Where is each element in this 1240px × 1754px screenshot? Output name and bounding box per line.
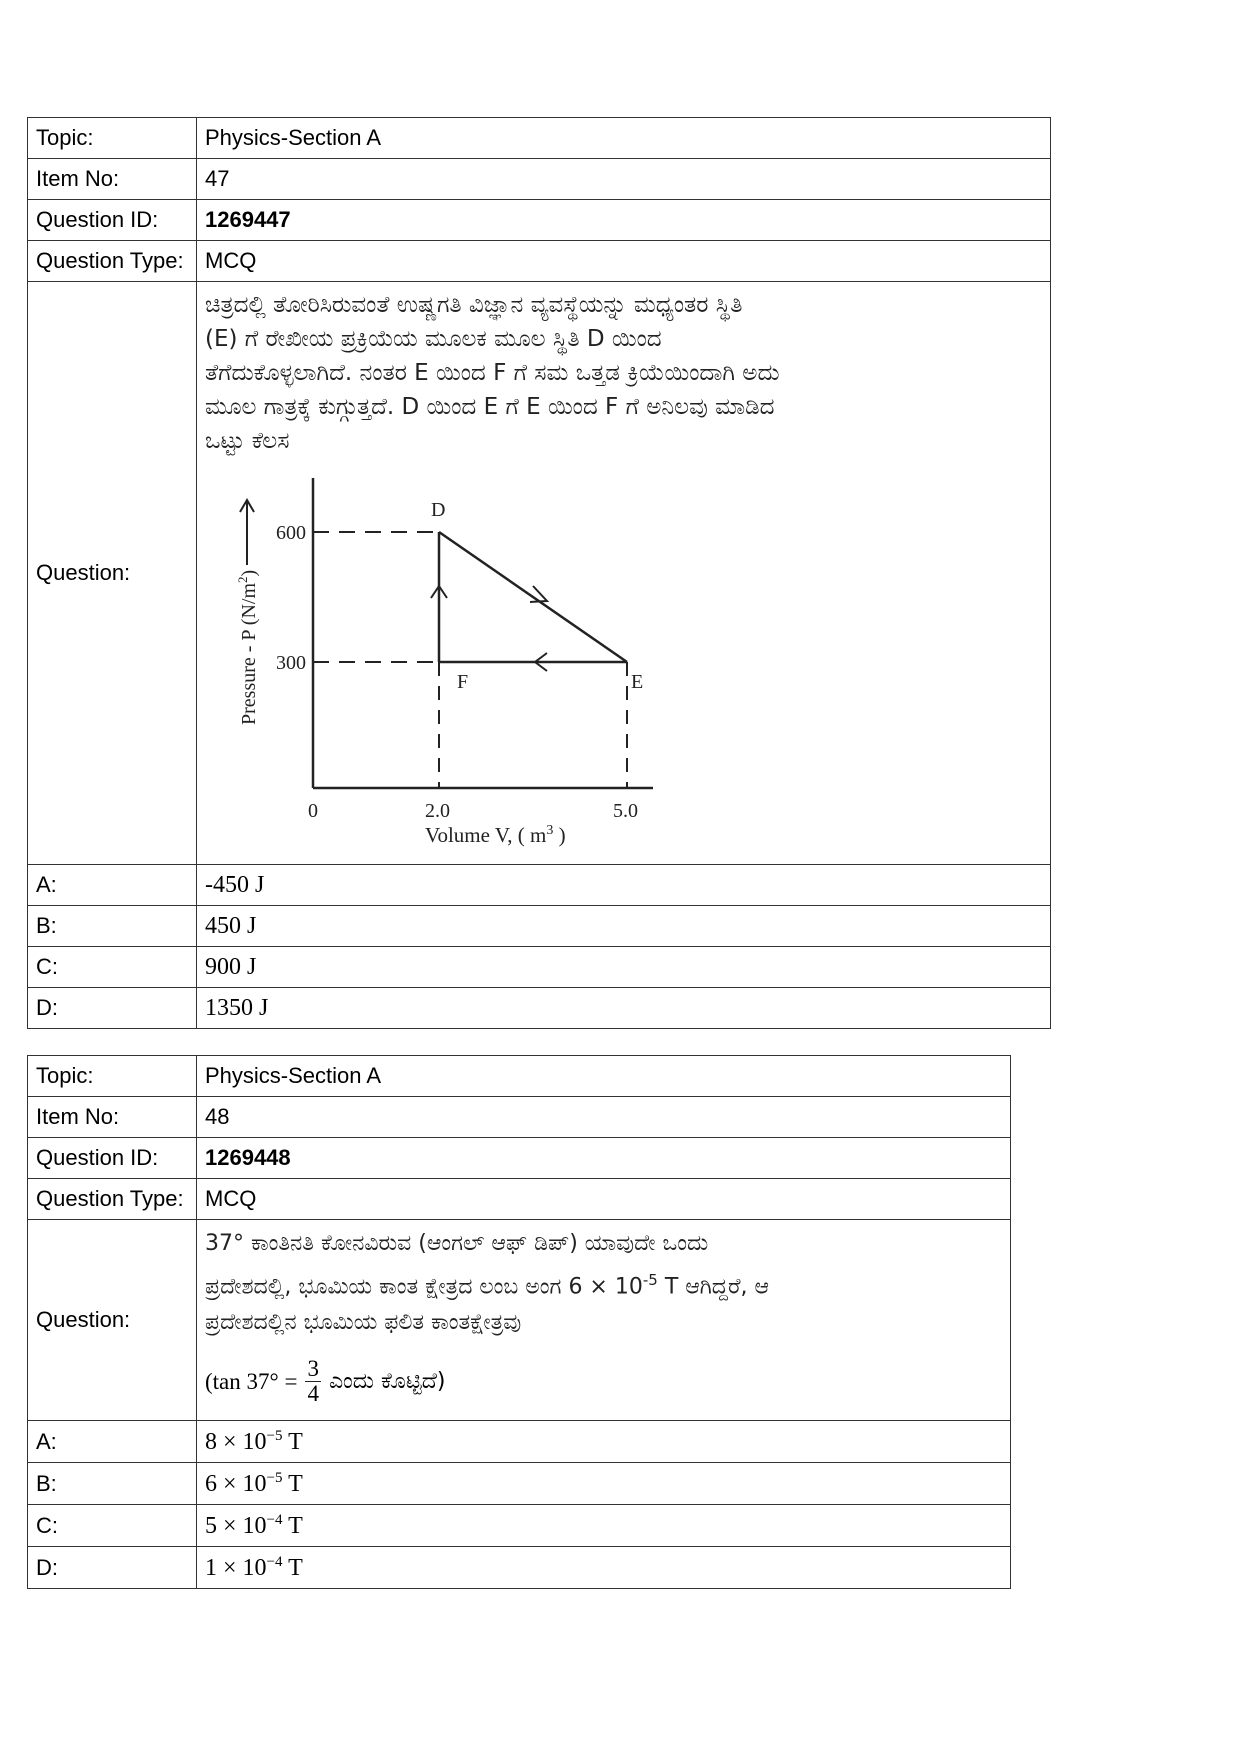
- question-line: (E) ಗೆ ರೇಖೀಯ ಪ್ರಕ್ರಿಯೆಯ ಮೂಲಕ ಮೂಲ ಸ್ಥಿತಿ D ಯಿಂದ: [205, 326, 662, 352]
- question-id-row: [28, 1138, 1011, 1179]
- item-no-row: [28, 159, 1051, 200]
- question-type-row: [28, 241, 1051, 282]
- question-line: ಒಟ್ಟು ಕೆಲಸ: [205, 428, 290, 454]
- item-no-value: 47: [197, 159, 1051, 200]
- question-id-label: Question ID:: [28, 1138, 197, 1179]
- option-unit: T: [282, 1554, 303, 1581]
- option-base: 1 × 10: [205, 1554, 267, 1581]
- option-d-value: [197, 1547, 1011, 1589]
- option-d-row: [28, 1547, 1011, 1589]
- item-no-label: Item No:: [28, 1097, 197, 1138]
- topic-value: Physics-Section A: [197, 118, 1051, 159]
- question-text: [205, 288, 1042, 458]
- item-no-value: 48: [197, 1097, 1011, 1138]
- topic-row: [28, 1056, 1011, 1097]
- question-type-value: MCQ: [197, 1179, 1011, 1220]
- option-exponent: −4: [266, 1511, 283, 1528]
- question-line: ಚಿತ್ರದಲ್ಲಿ ತೋರಿಸಿರುವಂತೆ ಉಷ್ಣಗತಿ ವಿಜ್ಞಾನ ವ್ಯವಸ್ಥೆಯನ್ನು ಮಧ್ಯಂತರ ಸ್ಥಿತಿ: [205, 292, 743, 318]
- topic-label: Topic:: [28, 1056, 197, 1097]
- question-line: 37° ಕಾಂತಿನತಿ ಕೋನವಿರುವ (ಆಂಗಲ್ ಆಫ್ ಡಿಪ್) ಯಾವುದೇ ಒಂದು: [205, 1231, 709, 1256]
- topic-row: [28, 118, 1051, 159]
- option-b-value: 450 J: [197, 906, 1051, 947]
- question-line: [205, 1262, 1002, 1305]
- option-b-label: B:: [28, 1463, 197, 1505]
- x-axis-label-sup: 3: [546, 823, 554, 838]
- option-b-row: [28, 1463, 1011, 1505]
- option-base: 5 × 10: [205, 1512, 267, 1539]
- option-exponent: −4: [266, 1553, 283, 1570]
- x-axis-label: [425, 823, 566, 847]
- option-d-row: [28, 988, 1051, 1029]
- question-47-table: [27, 117, 1051, 1029]
- question-body: [197, 1220, 1011, 1421]
- option-unit: T: [282, 1428, 303, 1455]
- option-a-label: A:: [28, 865, 197, 906]
- topic-label: Topic:: [28, 118, 197, 159]
- option-a-label: A:: [28, 1421, 197, 1463]
- question-line-text: ಪ್ರದೇಶದಲ್ಲಿ, ಭೂಮಿಯ ಕಾಂತ ಕ್ಷೇತ್ರದ ಲಂಬ ಅಂಗ 6 × 10: [205, 1274, 643, 1300]
- option-exponent: −5: [266, 1427, 283, 1444]
- x-tick-origin: 0: [308, 800, 318, 822]
- item-no-row: [28, 1097, 1011, 1138]
- fraction-numerator: 3: [307, 1356, 319, 1382]
- option-base: 6 × 10: [205, 1470, 267, 1497]
- question-row: [28, 1220, 1011, 1421]
- question-text: [205, 1226, 1002, 1341]
- given-prefix: (tan 37° =: [205, 1368, 298, 1394]
- option-d-label: D:: [28, 1547, 197, 1589]
- question-48-table: [27, 1055, 1011, 1589]
- y-axis-label-sup: 2: [235, 576, 250, 583]
- question-type-row: [28, 1179, 1011, 1220]
- question-body: [197, 282, 1051, 865]
- question-line: ಪ್ರದೇಶದಲ್ಲಿನ ಭೂಮಿಯ ಫಲಿತ ಕಾಂತಕ್ಷೇತ್ರವು: [205, 1310, 522, 1336]
- y-tick-600: 600: [276, 522, 306, 544]
- topic-value: Physics-Section A: [197, 1056, 1011, 1097]
- question-row: [28, 282, 1051, 865]
- y-axis-label-end: ): [238, 569, 260, 577]
- option-unit: T: [282, 1512, 303, 1539]
- option-c-row: [28, 1505, 1011, 1547]
- option-c-label: C:: [28, 1505, 197, 1547]
- fraction-denominator: 4: [307, 1381, 319, 1407]
- y-tick-300: 300: [276, 652, 306, 674]
- x-tick-2: 2.0: [425, 800, 450, 822]
- option-b-value: [197, 1463, 1011, 1505]
- option-c-value: 900 J: [197, 947, 1051, 988]
- question-line: ತೆಗೆದುಕೊಳ್ಳಲಾಗಿದೆ. ನಂತರ E ಯಿಂದ F ಗೆ ಸಮ ಒತ್ತಡ ಕ್ರಿಯೆಯಿಂದಾಗಿ ಅದು: [205, 360, 780, 386]
- option-d-label: D:: [28, 988, 197, 1029]
- question-id-row: [28, 200, 1051, 241]
- option-a-value: -450 J: [197, 865, 1051, 906]
- option-c-row: [28, 947, 1051, 988]
- x-tick-5: 5.0: [613, 800, 638, 822]
- point-f-label: F: [457, 671, 469, 693]
- given-suffix: ಎಂದು ಕೊಟ್ಟಿದೆ): [328, 1369, 446, 1395]
- process-d-to-e: [439, 532, 627, 662]
- option-base: 8 × 10: [205, 1428, 267, 1455]
- question-id-label: Question ID:: [28, 200, 197, 241]
- question-exponent: -5: [642, 1271, 658, 1289]
- option-c-label: C:: [28, 947, 197, 988]
- question-type-label: Question Type:: [28, 241, 197, 282]
- question-label: Question:: [28, 282, 197, 865]
- question-line: ಮೂಲ ಗಾತ್ರಕ್ಕೆ ಕುಗ್ಗುತ್ತದೆ. D ಯಿಂದ E ಗೆ E ಯಿಂದ F ಗೆ ಅನಿಲವು ಮಾಡಿದ: [205, 394, 775, 420]
- option-a-value: [197, 1421, 1011, 1463]
- option-exponent: −5: [266, 1469, 283, 1486]
- point-e-label: E: [631, 671, 644, 693]
- option-unit: T: [282, 1470, 303, 1497]
- question-type-label: Question Type:: [28, 1179, 197, 1220]
- option-b-row: [28, 906, 1051, 947]
- option-d-value: 1350 J: [197, 988, 1051, 1029]
- y-axis-label: [235, 570, 260, 725]
- question-label: Question:: [28, 1220, 197, 1421]
- point-d-label: D: [431, 499, 446, 521]
- option-a-row: [28, 1421, 1011, 1463]
- given-tan-value: [205, 1357, 1002, 1406]
- fraction: [305, 1357, 321, 1406]
- x-axis-label-end: ): [553, 823, 566, 847]
- question-id-value: 1269448: [197, 1138, 1011, 1179]
- item-no-label: Item No:: [28, 159, 197, 200]
- x-axis-label-text: Volume V, ( m: [425, 823, 547, 847]
- question-id-value: 1269447: [197, 200, 1051, 241]
- pv-diagram: [211, 470, 711, 850]
- question-line-text: T ಆಗಿದ್ದರೆ, ಆ: [657, 1274, 770, 1300]
- option-a-row: [28, 865, 1051, 906]
- option-b-label: B:: [28, 906, 197, 947]
- option-c-value: [197, 1505, 1011, 1547]
- y-axis-label-text: Pressure - P (N/m: [238, 582, 260, 725]
- question-type-value: MCQ: [197, 241, 1051, 282]
